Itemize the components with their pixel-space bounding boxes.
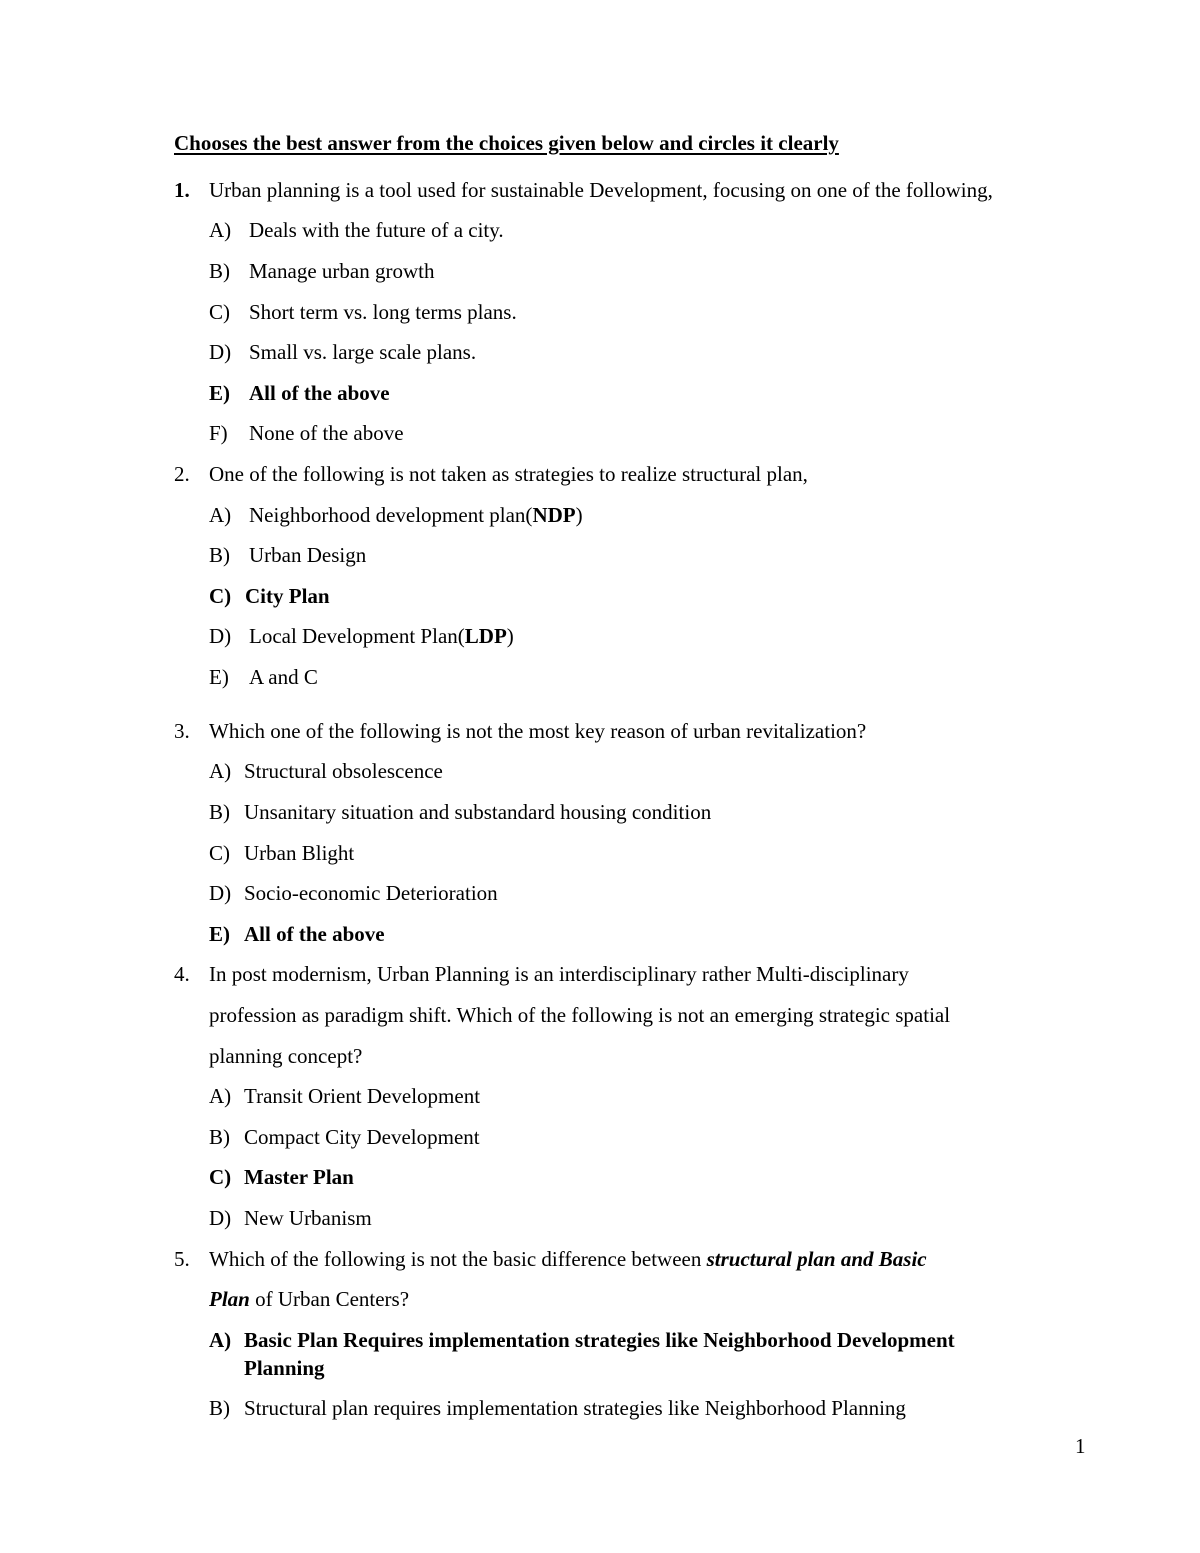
- option-letter: B): [209, 259, 230, 283]
- option-text: Transit Orient Development: [244, 1084, 481, 1108]
- question-number: 3.: [174, 719, 190, 743]
- option-text: New Urbanism: [244, 1206, 372, 1230]
- option-text: Urban Blight: [244, 841, 355, 865]
- question-text-line: In post modernism, Urban Planning is an interdisciplinary rather Multi-disciplinary: [209, 962, 909, 986]
- option-text: Compact City Development: [244, 1125, 480, 1149]
- option-text-prefix: Neighborhood development plan(: [249, 503, 533, 527]
- option-text: Deals with the future of a city.: [249, 218, 504, 242]
- option-letter: F): [209, 421, 228, 445]
- page-number: 1: [1075, 1434, 1086, 1458]
- question-text-line: profession as paradigm shift. Which of the following is not an emerging strategic spatial: [209, 1003, 951, 1027]
- option-text: [249, 502, 583, 528]
- option-text: Socio-economic Deterioration: [244, 881, 498, 905]
- option-letter: C): [209, 841, 230, 865]
- option-text-abbrev: LDP: [464, 624, 507, 648]
- correct-option-text: All of the above: [244, 922, 385, 946]
- option-letter: B): [209, 1396, 230, 1420]
- question-text-prefix: Which of the following is not the basic difference between: [209, 1247, 707, 1271]
- question-text-emphasis: structural plan and Basic: [706, 1247, 927, 1271]
- question-text-suffix: of Urban Centers?: [249, 1287, 410, 1311]
- option-letter: A): [209, 1084, 232, 1108]
- option-letter: D): [209, 624, 232, 648]
- option-text: Unsanitary situation and substandard housing condition: [244, 800, 712, 824]
- question-number: 1.: [174, 178, 190, 202]
- question-text: Urban planning is a tool used for sustainable Development, focusing on one of the following,: [209, 178, 993, 202]
- option-letter: C): [209, 584, 232, 608]
- option-text-suffix: ): [506, 624, 514, 648]
- correct-option-text: All of the above: [249, 381, 390, 405]
- option-letter: B): [209, 543, 230, 567]
- correct-option-text: Master Plan: [244, 1165, 354, 1189]
- option-text: Small vs. large scale plans.: [249, 340, 477, 364]
- question-text-line: planning concept?: [209, 1044, 363, 1068]
- question-text-line: [209, 1286, 409, 1312]
- option-text: A and C: [249, 665, 318, 689]
- option-letter: C): [209, 300, 230, 324]
- correct-option-text: City Plan: [245, 584, 330, 608]
- option-letter: D): [209, 881, 232, 905]
- option-text: None of the above: [249, 421, 404, 445]
- option-text-prefix: Local Development Plan(: [249, 624, 465, 648]
- option-text: Structural obsolescence: [244, 759, 443, 783]
- question-number: 5.: [174, 1247, 190, 1271]
- question-text-line: [209, 1246, 927, 1272]
- option-letter: B): [209, 800, 230, 824]
- option-text: Urban Design: [249, 543, 367, 567]
- option-text: [249, 623, 514, 649]
- question-text: One of the following is not taken as strategies to realize structural plan,: [209, 462, 808, 486]
- correct-option-text-line: Basic Plan Requires implementation strategies like Neighborhood Development: [244, 1328, 955, 1352]
- option-letter: D): [209, 340, 232, 364]
- option-letter: E): [209, 665, 229, 689]
- option-text-suffix: ): [575, 503, 583, 527]
- option-letter: A): [209, 503, 232, 527]
- option-letter: B): [209, 1125, 230, 1149]
- option-letter: E): [209, 922, 230, 946]
- option-letter: A): [209, 759, 232, 783]
- question-number: 4.: [174, 962, 190, 986]
- option-text: Structural plan requires implementation strategies like Neighborhood Planning: [244, 1396, 906, 1420]
- question-text: Which one of the following is not the most key reason of urban revitalization?: [209, 719, 867, 743]
- question-number: 2.: [174, 462, 190, 486]
- option-letter: A): [209, 1328, 232, 1352]
- option-letter: E): [209, 381, 230, 405]
- correct-option-text-line: Planning: [244, 1356, 325, 1380]
- option-letter: C): [209, 1165, 232, 1189]
- option-letter: D): [209, 1206, 232, 1230]
- option-text: Manage urban growth: [249, 259, 435, 283]
- option-text: Short term vs. long terms plans.: [249, 300, 517, 324]
- question-text-emphasis: Plan: [209, 1287, 250, 1311]
- instruction-heading: Chooses the best answer from the choices given below and circles it clearly: [174, 131, 839, 155]
- option-letter: A): [209, 218, 232, 242]
- option-text-abbrev: NDP: [532, 503, 576, 527]
